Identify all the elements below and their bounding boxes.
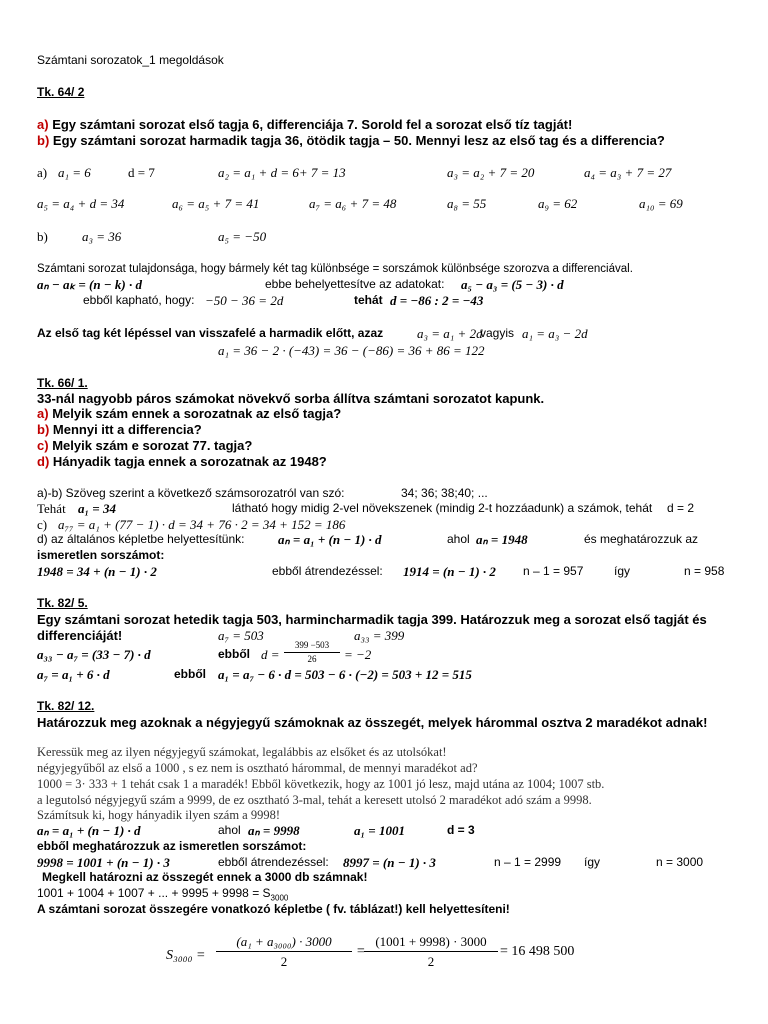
s4-d-value: d = 3 (447, 823, 475, 837)
section-heading-82-5: Tk. 82/ 5. (37, 596, 88, 610)
row2-a7: a₇ = a₆ + 7 = 48 (309, 196, 397, 211)
row1-a1: a₁ = 6 (58, 165, 91, 180)
s3-from-1: ebből (218, 647, 250, 661)
row3-a3: a₃ = 36 (82, 229, 122, 244)
s4-where: ahol (218, 823, 241, 837)
task-b-line (37, 133, 665, 148)
s3-a33-value: a₃₃ = 399 (354, 628, 405, 643)
row2-a9: a₉ = 62 (538, 196, 578, 211)
final-frac1-bar (216, 951, 352, 952)
s4-general-formula: aₙ = a₁ + (n − 1) · d (37, 823, 141, 838)
s3-task-line-1: Egy számtani sorozat hetedik tagja 503, harmincharmadik tagja 399. Határozzuk meg a sorozat első tagját és (37, 612, 707, 627)
row2-a5: a₅ = a₄ + d = 34 (37, 196, 125, 211)
s2-visible-text: látható hogy midig 2-vel növekszenek (mindig 2-t hozzáadunk) a számok, tehát (232, 501, 653, 515)
s2-eq2: 1914 = (n − 1) · 2 (403, 564, 496, 579)
property-text: Számtani sorozat tulajdonsága, hogy bármely két tag különbsége = sorszámok különbsége szorozva a differenciával. (37, 263, 633, 275)
s4-sum-series-text: 1001 + 1004 + 1007 + ... + 9995 + 9998 = S (37, 886, 271, 900)
task-text-a: Egy számtani sorozat első tagja 6, differenciája 7. Sorold fel a sorozat első tíz tagját! (52, 117, 573, 132)
s2-c-formula: a₇₇ = a₁ + (77 − 1) · d = 34 + 76 · 2 = 34 + 152 = 186 (58, 517, 346, 532)
s4-text-line-4: a legutolsó négyjegyű szám a 9999, de ez osztható 3-mal, tehát a keresett utolsó 2 maradékot adó szám a 9998. (37, 793, 592, 807)
s4-formula-text: A számtani sorozat összegére vonatkozó képletbe ( fv. táblázat!) kell helyettesíteni! (37, 902, 510, 916)
s2-text-b: Mennyi itt a differencia? (52, 422, 202, 437)
s2-rearrange-text: ebből átrendezéssel: (272, 564, 383, 578)
s2-igy: így (614, 564, 631, 578)
s3-formula-3: a₁ = a₇ − 6 · d = 503 − 6 · (−2) = 503 + 12 = 515 (218, 667, 472, 682)
final-frac2-numerator: (1001 + 9998) · 3000 (375, 934, 487, 949)
first-term-formula-2: a₁ = a₃ − 2d (522, 326, 588, 341)
s4-text-line-2: négyjegyűből az első a 1000 , s ez nem is osztható hárommal, de mennyi maradékot ad? (37, 761, 478, 775)
s4-a1-value: a₁ = 1001 (354, 823, 405, 838)
s2-d-text: d) az általános képletbe helyettesítünk: (37, 532, 245, 546)
s4-eq1: 9998 = 1001 + (n − 1) · 3 (37, 855, 170, 870)
s2-where-text: ahol (447, 532, 470, 546)
s2-c-label: c) (37, 517, 48, 532)
s3-fraction-bar (284, 652, 340, 653)
s4-n-value: n = 3000 (656, 855, 704, 869)
s4-text-line-3: 1000 = 3· 333 + 1 tehát csak 1 a maradék! Ebből következik, hogy az 1001 jó lesz, majd utána az 1004; 1007 stb. (37, 777, 605, 791)
final-result: = 16 498 500 (500, 944, 575, 959)
section-heading-82-12: Tk. 82/ 12. (37, 699, 95, 713)
section-heading-66-1: Tk. 66/ 1. (37, 376, 88, 390)
row2-a10: a₁₀ = 69 (639, 196, 683, 211)
s2-question-c (37, 438, 252, 453)
row1-d: d = 7 (128, 165, 155, 180)
row3-label: b) (37, 229, 48, 244)
s2-question-b (37, 422, 202, 437)
s2-label-c: c) (37, 438, 49, 453)
s4-eq2: 8997 = (n − 1) · 3 (343, 855, 436, 870)
row1-a2: a₂ = a₁ + d = 6+ 7 = 13 (218, 165, 346, 180)
s2-text-a: Melyik szám ennek a sorozatnak az első tagja? (52, 406, 342, 421)
document-title: Számtani sorozatok_1 megoldások (37, 53, 224, 67)
s2-label-b: b) (37, 422, 50, 437)
s3-d-right: = −2 (344, 647, 372, 662)
s4-rearrange-text: ebből átrendezéssel: (218, 855, 329, 869)
s3-formula-2: a₇ = a₁ + 6 · d (37, 667, 110, 682)
s4-sum-text: Megkell határozni az összegét ennek a 3000 db számnak! (42, 870, 368, 884)
row1-a3: a₃ = a₂ + 7 = 20 (447, 165, 535, 180)
s3-d-denominator: 26 (307, 654, 317, 664)
s2-ab-text: a)-b) Szöveg szerint a következő számsorozatról van szó: (37, 486, 345, 500)
final-lhs: S₃₀₀₀ = (166, 948, 206, 963)
s2-label-d: d) (37, 454, 50, 469)
first-term-text: Az első tag két lépéssel van visszafelé a harmadik előtt, azaz (37, 326, 384, 340)
s4-text-line-5: Számítsuk ki, hogy hányadik ilyen szám a 9998! (37, 808, 281, 822)
s2-label-a: a) (37, 406, 49, 421)
s2-ab-sequence: 34; 36; 38;40; ... (401, 486, 488, 500)
general-diff-formula: aₙ − aₖ = (n − k) · d (37, 277, 143, 292)
row1-a4: a₄ = a₃ + 7 = 27 (584, 165, 672, 180)
s3-d-numerator: 399 −503 (294, 640, 330, 650)
final-frac1-denominator: 2 (280, 954, 288, 969)
s4-task: Határozzuk meg azoknak a négyjegyű számoknak az összegét, melyek hárommal osztva 2 maradékot adnak! (37, 715, 708, 730)
row2-a8: a₈ = 55 (447, 196, 487, 211)
s3-a7-value: a₇ = 503 (218, 628, 264, 643)
s3-formula-1: a₃₃ − a₇ = (33 − 7) · d (37, 647, 151, 662)
row2-a6: a₆ = a₅ + 7 = 41 (172, 196, 260, 211)
s4-text-line-1: Keressük meg az ilyen négyjegyű számokat, legalábbis az elsőket és az utolsókat! (37, 745, 447, 759)
s2-text-c: Melyik szám e sorozat 77. tagja? (52, 438, 253, 453)
s2-question-d (37, 454, 327, 469)
s2-eq1: 1948 = 34 + (n − 1) · 2 (37, 564, 157, 579)
s4-igy: így (584, 855, 601, 869)
final-frac1-numerator: (a₁ + a₃₀₀₀) · 3000 (236, 934, 332, 949)
section-heading-64-2: Tk. 64/ 2 (37, 85, 85, 99)
substitution-text: ebbe behelyettesítve az adatokat: (265, 277, 445, 291)
first-term-calc: a₁ = 36 − 2 · (−43) = 36 − (−86) = 36 + 86 = 122 (218, 343, 485, 358)
s2-text-d: Hányadik tagja ennek a sorozatnak az 1948? (52, 454, 327, 469)
s2-then-text: Tehát (37, 501, 66, 516)
s3-task-line-2: differenciáját! (37, 628, 123, 643)
s2-general-formula: aₙ = a₁ + (n − 1) · d (278, 532, 382, 547)
s2-question-a (37, 406, 341, 421)
first-term-formula-1: a₃ = a₁ + 2d (417, 326, 483, 341)
final-frac2-bar (364, 951, 498, 952)
task-a-line (37, 117, 572, 132)
final-equals: = (356, 944, 366, 959)
s2-an-value: aₙ = 1948 (476, 532, 528, 547)
task-label-a: a) (37, 117, 49, 132)
s2-find-text: és meghatározzuk az (584, 532, 699, 546)
s4-find-text: ebből meghatározzuk az ismeretlen sorszámot: (37, 839, 307, 853)
s3-d-left: d = (261, 647, 280, 662)
s2-n-value: n = 958 (684, 564, 725, 578)
final-frac2-denominator: 2 (427, 954, 435, 969)
s4-an-value: aₙ = 9998 (248, 823, 300, 838)
d-result-formula: d = −86 : 2 = −43 (390, 293, 484, 308)
s2-find-text-2: ismeretlen sorszámot: (37, 548, 165, 562)
row1-label: a) (37, 165, 48, 180)
derive-formula: −50 − 36 = 2d (205, 293, 284, 308)
derive-text: ebből kapható, hogy: (83, 293, 195, 307)
task-label-b: b) (37, 133, 50, 148)
s4-n-minus-1: n – 1 = 2999 (494, 855, 562, 869)
task-text-b: Egy számtani sorozat harmadik tagja 36, ötödik tagja – 50. Mennyi lesz az első tag és a differencia? (52, 133, 665, 148)
s4-sum-subscript: 3000 (270, 893, 289, 903)
substitution-formula: a₅ − a₃ = (5 − 3) · d (461, 277, 564, 292)
s2-n-minus-1: n – 1 = 957 (523, 564, 584, 578)
s2-d-value: d = 2 (667, 501, 695, 515)
s2-a1-formula: a₁ = 34 (78, 501, 116, 516)
s3-from-2: ebből (174, 667, 206, 681)
so-text: tehát (354, 293, 383, 307)
or-text: vagyis (480, 326, 515, 340)
s2-intro: 33-nál nagyobb páros számokat növekvő sorba állítva számtani sorozatot kapunk. (37, 391, 545, 406)
row3-a5: a₅ = −50 (218, 229, 267, 244)
